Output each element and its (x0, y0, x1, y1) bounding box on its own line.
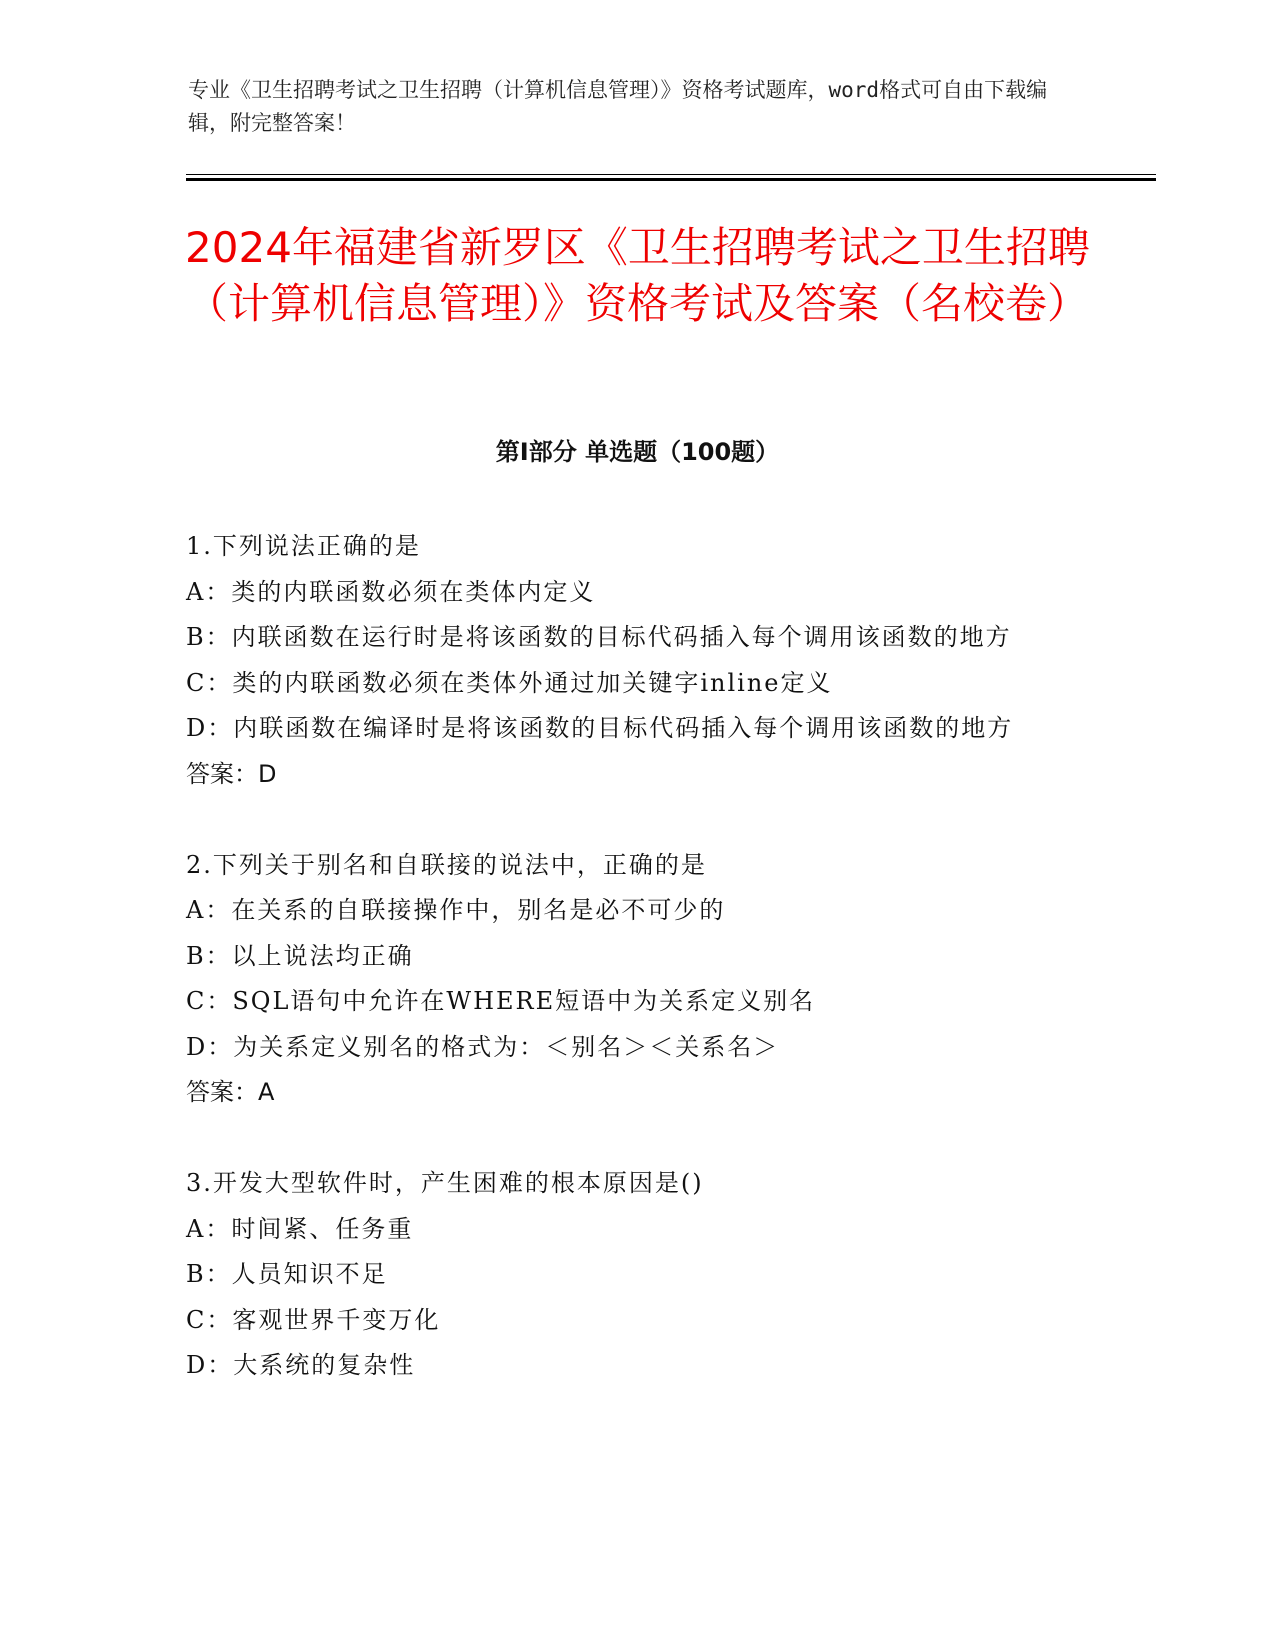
option-d: D：为关系定义别名的格式为：＜别名＞＜关系名＞ (186, 1032, 780, 1061)
option-d: D：内联函数在编译时是将该函数的目标代码插入每个调用该函数的地方 (186, 714, 1014, 742)
option-a: A：类的内联函数必须在类体内定义 (186, 577, 596, 606)
section-heading: 第I部分 单选题（100题） (495, 438, 780, 466)
question-stem: 2.下列关于别名和自联接的说法中，正确的是 (186, 850, 707, 879)
question-list (186, 524, 1076, 1435)
question-stem: 1.下列说法正确的是 (186, 532, 421, 560)
question-stem: 3.开发大型软件时，产生困难的根本原因是() (186, 1169, 704, 1197)
answer: 答案：D (186, 759, 277, 788)
document-title: 2024年福建省新罗区《卫生招聘考试之卫生招聘（计算机信息管理）》资格考试及答案（名校卷） (185, 223, 1090, 328)
option-d: D：大系统的复杂性 (186, 1351, 416, 1379)
header-rule-thick (186, 178, 1156, 181)
option-a: A：时间紧、任务重 (186, 1214, 414, 1243)
header-rule-thin (186, 174, 1156, 175)
answer: 答案：A (186, 1078, 275, 1106)
question-1 (186, 524, 1076, 797)
option-b: B：以上说法均正确 (186, 941, 414, 970)
question-3 (186, 1161, 1076, 1389)
header-note: 专业《卫生招聘考试之卫生招聘（计算机信息管理）》资格考试题库，word格式可自由下载编辑，附完整答案！ (188, 78, 1048, 135)
option-b: B：人员知识不足 (186, 1260, 388, 1288)
option-a: A：在关系的自联接操作中，别名是必不可少的 (186, 896, 726, 924)
option-b: B：内联函数在运行时是将该函数的目标代码插入每个调用该函数的地方 (186, 623, 1012, 651)
question-2 (186, 843, 1076, 1116)
option-c: C：SQL语句中允许在WHERE短语中为关系定义别名 (186, 987, 816, 1015)
option-c: C：客观世界千变万化 (186, 1305, 441, 1334)
option-c: C：类的内联函数必须在类体外通过加关键字inline定义 (186, 668, 833, 697)
